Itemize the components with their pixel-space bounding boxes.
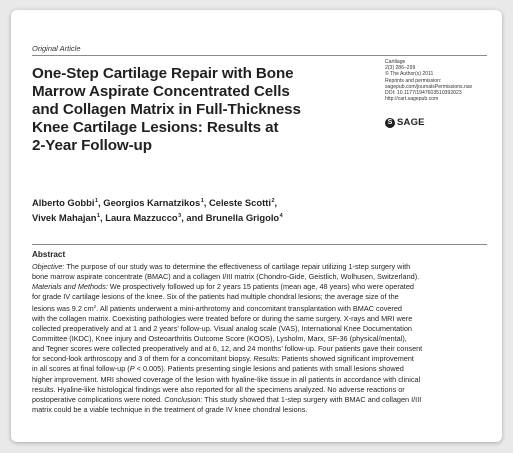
abstract-section-label: Materials and Methods: — [32, 282, 108, 292]
abstract-heading: Abstract — [32, 250, 66, 259]
author-name: Georgios Karnatzikos — [103, 197, 201, 208]
abstract-line — [32, 314, 487, 324]
author-affiliation: 1 — [200, 198, 204, 204]
abstract-text: for second-look arthroscopy and 3 of them for a concomitant biopsy. — [32, 354, 254, 364]
abstract-line — [32, 364, 487, 374]
abstract-text: We prospectively followed up for 2 years 15 patients (mean age, 48 years) who were operated — [107, 282, 414, 292]
author-list — [32, 195, 352, 224]
article-page — [11, 10, 502, 442]
abstract-section-label: Objective: — [32, 262, 65, 271]
journal-meta-line: © The Author(s) 2011 — [385, 71, 434, 78]
title-line: 2-Year Follow-up — [32, 137, 152, 154]
abstract-line — [32, 375, 487, 385]
abstract-text: bone marrow aspirate concentrate (BMAC) and a collagen I/III matrix (Chondro-Gide, Geistlich, Wolhusen, Switzerland). — [32, 272, 420, 282]
abstract-line — [32, 292, 487, 302]
author-name: Brunella Grigolo — [205, 211, 280, 223]
journal-meta-line: DOI: 10.1177/1947603510392023 — [385, 90, 462, 97]
author-separator: , — [100, 211, 106, 223]
abstract-line — [32, 302, 487, 314]
abstract-text: . All patients underwent a mini-arthrotomy and concomitant transplantation with BMAC covered — [96, 304, 402, 314]
abstract-line — [32, 334, 487, 344]
abstract-text: results. Hyaline-like histological findings were also reported for all the specimens analyzed. No adverse reactions or — [32, 384, 405, 394]
abstract-line — [32, 385, 487, 395]
abstract-text: < 0.005). Patients presenting single lesions and patients with small lesions showed — [134, 364, 404, 374]
title-line: and Collagen Matrix in Full-Thickness — [32, 101, 301, 118]
journal-meta-line: sagepub.com/journalsPermissions.nav — [385, 83, 473, 90]
author-affiliation: 3 — [178, 212, 182, 219]
abstract-text: collected preoperatively and at 1 and 2 years’ follow-up. Visual analog scale (VAS), International Knee Documentation — [32, 324, 412, 334]
journal-meta — [385, 59, 497, 102]
abstract-text: higher improvement. MRI showed coverage of the lesion with hyaline-like tissue in all patients in accordance with clinical — [32, 374, 421, 384]
abstract-body — [32, 262, 487, 415]
abstract-text: This study showed that 1-step surgery with BMAC and collagen I/III — [202, 394, 422, 404]
journal-meta-line: http://cart.sagepub.com — [385, 96, 439, 103]
journal-meta-line: 2(3) 286–299 — [385, 65, 416, 72]
abstract-line — [32, 344, 487, 354]
abstract-text: in all scores at final follow-up ( — [32, 364, 130, 374]
author-name: Alberto Gobbi — [32, 197, 95, 208]
author-separator: , — [203, 197, 209, 208]
sage-logo-icon: S — [385, 118, 395, 128]
abstract-line — [32, 272, 487, 282]
article-title — [32, 65, 362, 155]
title-line: Knee Cartilage Lesions: Results at — [32, 119, 279, 136]
abstract-text: and Tegner scores were collected preoperatively and at 6, 12, and 24 months’ follow-up. Four patients gave their consent — [32, 344, 423, 354]
title-line: One-Step Cartilage Repair with Bone — [32, 65, 294, 82]
author-affiliation: 2 — [271, 198, 275, 204]
abstract-text: for grade IV cartilage lesions of the knee. Six of the patients had multiple chondral lesions; the average size of the — [32, 292, 399, 302]
author-affiliation: 1 — [95, 198, 99, 204]
author-line — [32, 195, 352, 210]
author-line — [32, 210, 352, 225]
abstract-line — [32, 262, 487, 272]
author-separator: , — [98, 197, 104, 208]
abstract-text: lesions was 9.2 cm — [32, 304, 94, 314]
abstract-section-label: P — [129, 364, 135, 374]
author-separator: , — [274, 197, 278, 208]
author-separator: , and — [181, 211, 206, 223]
abstract-text: with the collagen matrix. Coexisting pathologies were treated before or during the same surgery. X-rays and MRI were — [32, 314, 413, 324]
journal-meta-line: Cartilage — [385, 59, 406, 65]
abstract-text: Committee (IKDC), Knee injury and Osteoarthritis Outcome Score (KOOS), Lysholm, Marx, SF-36 (physical/mental), — [32, 334, 407, 344]
abstract-text: Patients showed significant improvement — [279, 354, 414, 364]
author-affiliation: 4 — [279, 212, 283, 219]
author-name: Vivek Mahajan — [32, 211, 97, 223]
author-name: Laura Mazzucco — [105, 211, 178, 223]
article-type-label: Original Article — [32, 44, 81, 53]
abstract-line — [32, 405, 487, 415]
abstract-line — [32, 282, 487, 292]
author-affiliation: 1 — [96, 212, 101, 219]
header-rule — [32, 55, 487, 56]
abstract-text: matrix could be a viable technique in the treatment of grade IV knee chondral lesions. — [32, 404, 308, 414]
abstract-text: The purpose of our study was to determine the effectiveness of cartilage repair utilizing 1-step surgery with — [64, 262, 411, 271]
publisher-name: SAGE — [397, 117, 425, 128]
journal-meta-line: Reprints and permission: — [385, 77, 442, 84]
abstract-line — [32, 354, 487, 364]
abstract-section-label: Results: — [253, 354, 280, 364]
abstract-line — [32, 324, 487, 334]
abstract-text: postoperative complications were noted. — [32, 394, 165, 404]
publisher-logo — [385, 117, 425, 128]
abstract-rule — [32, 244, 487, 245]
abstract-line — [32, 395, 487, 405]
author-name: Celeste Scotti — [208, 197, 271, 208]
abstract-section-label: Conclusion: — [164, 394, 203, 404]
title-line: Marrow Aspirate Concentrated Cells — [32, 83, 290, 100]
superscript: 2 — [93, 304, 97, 310]
